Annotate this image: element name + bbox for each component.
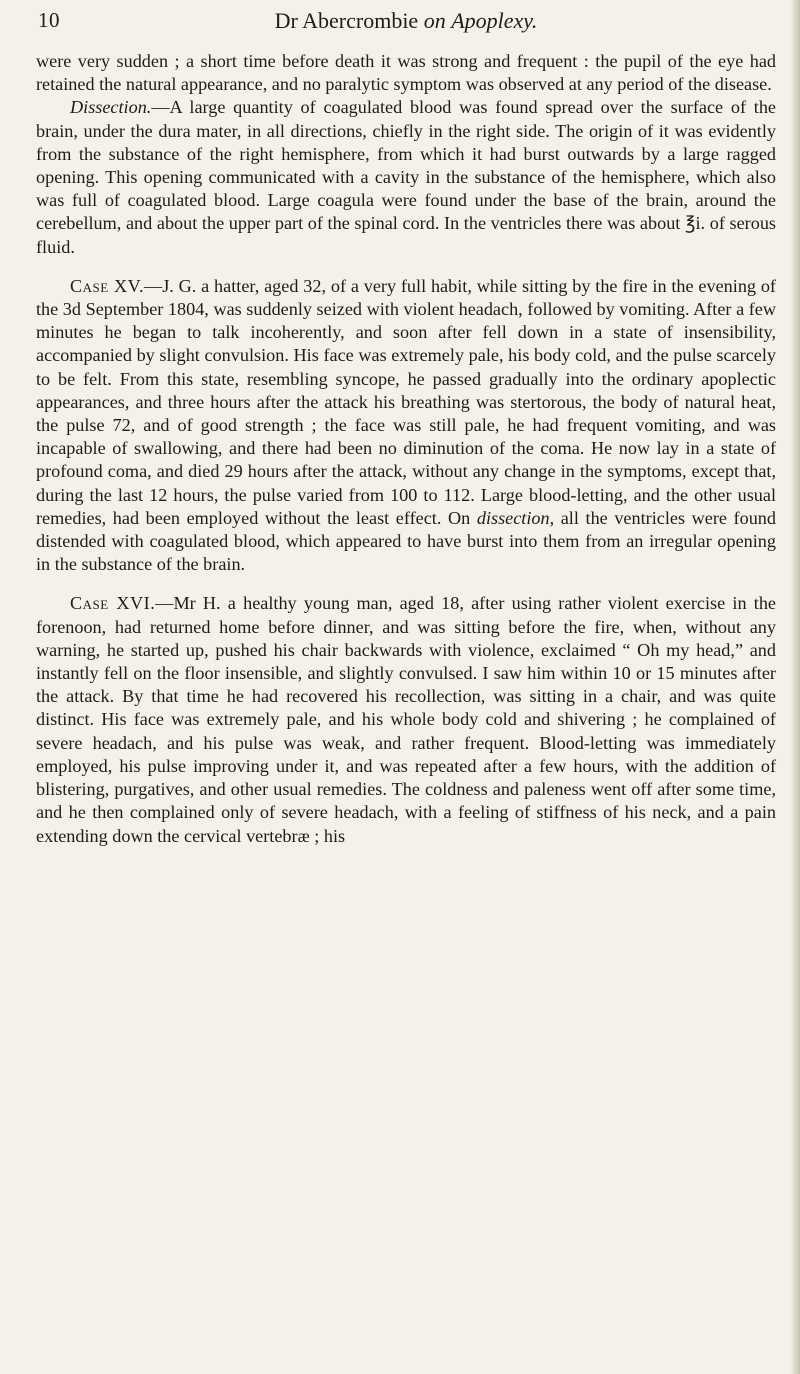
running-title-on: on bbox=[423, 8, 446, 33]
paragraph-case-16 bbox=[36, 592, 776, 847]
book-page bbox=[22, 0, 788, 1374]
case-16-label: Case XVI. bbox=[70, 593, 156, 614]
page-number: 10 bbox=[38, 8, 60, 32]
page-header bbox=[36, 8, 776, 42]
paragraph-case-15 bbox=[36, 275, 776, 577]
paragraph-continuation: were very sudden ; a short time before death it was strong and frequent : the pupil of the eye had retained the natural appearance, and no paralytic symptom was observed at any period of the disease. bbox=[36, 51, 776, 95]
dissection-label: Dissection. bbox=[70, 97, 152, 118]
running-title-author: Dr Abercrombie bbox=[274, 8, 424, 33]
case-15-text-b: , all the ventricles were found distended with coagulated blood, which appeared to have burst into them from an irregular opening in the substance of the brain. bbox=[36, 507, 776, 575]
page-edge-shadow bbox=[790, 0, 800, 1374]
running-title-subject: Apoplexy. bbox=[451, 8, 538, 33]
case-15-dissection-word: dissection bbox=[476, 507, 550, 528]
paragraph-dissection bbox=[36, 96, 776, 258]
case-16-text: —Mr H. a healthy young man, aged 18, after using rather violent exercise in the forenoon, had returned home before dinner, and was sitting before the fire, when, without any warning, he started up, pushed his chair backwards with violence, exclaimed “ Oh my head,” and instantly fell on the floor insensible, and slightly convulsed. I saw him within 10 or 15 minutes after the attack. By that time he had recovered his recollection, was sitting in a chair, and was quite distinct. His face was extremely pale, and his whole body cold and shivering ; he complained of severe headach, and his pulse was weak, and rather frequent. Blood-letting was immediately employed, his pulse improving under it, and was repeated after a few hours, with the addition of blistering, purgatives, and other usual remedies. The coldness and paleness went off after some time, and he then complained only of severe headach, with a feeling of stiffness of his neck, and a pain extending down the cervical vertebræ ; his bbox=[36, 593, 776, 846]
case-15-text-a: —J. G. a hatter, aged 32, of a very full habit, while sitting by the fire in the evening of the 3d September 1804, was suddenly seized with violent headach, followed by vomiting. After a few minutes he began to talk incoherently, and soon after fell down in a state of insensibility, accompanied by slight convulsion. His face was extremely pale, his body cold, and the pulse scarcely to be felt. From this state, resembling syncope, he passed gradually into the ordinary apoplectic appearances, and three hours after the attack his breathing was stertorous, the body of natural heat, the pulse 72, and of good strength ; the face was still pale, he had frequent vomiting, and was incapable of swallowing, and there had been no diminution of the coma. He now lay in a state of profound coma, and died 29 hours after the attack, without any change in the symptoms, except that, during the last 12 hours, the pulse varied from 100 to 112. Large blood-letting, and the other usual remedies, had been employed without the least effect. On bbox=[36, 275, 776, 528]
dissection-text: —A large quantity of coagulated blood was found spread over the surface of the brain, under the dura mater, in all directions, chiefly in the right side. The origin of it was evidently from the substance of the right hemisphere, from which it had burst outwards by a large ragged opening. This opening communicated with a cavity in the substance of the hemisphere, which also was full of coagulated blood. Large coagula were found under the base of the brain, around the cerebellum, and about the upper part of the spinal cord. In the ventricles there was about ℥i. of serous fluid. bbox=[36, 97, 776, 257]
case-15-label: Case XV. bbox=[70, 275, 144, 296]
running-title bbox=[36, 8, 776, 34]
